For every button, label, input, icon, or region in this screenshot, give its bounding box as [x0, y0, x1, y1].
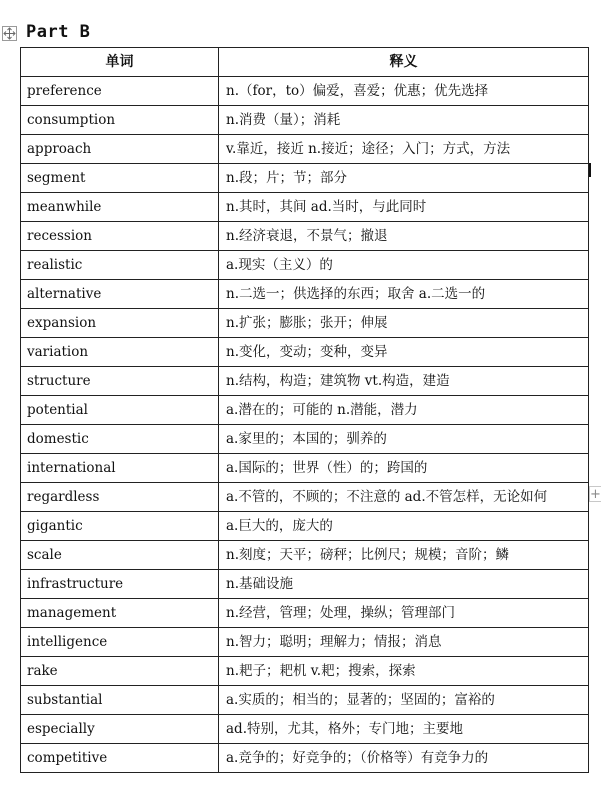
definition-cell[interactable]: a.国际的；世界（性）的；跨国的	[219, 454, 589, 483]
word-cell[interactable]: structure	[21, 367, 219, 396]
definition-cell[interactable]: v.靠近，接近 n.接近；途径；入门；方式，方法	[219, 135, 589, 164]
table-row	[21, 657, 589, 686]
header-definition: 释义	[219, 48, 589, 77]
word-cell[interactable]: regardless	[21, 483, 219, 512]
definition-cell[interactable]: a.实质的；相当的；显著的；坚固的；富裕的	[219, 686, 589, 715]
table-row	[21, 715, 589, 744]
table-row	[21, 135, 589, 164]
table-body	[21, 77, 589, 773]
word-cell[interactable]: management	[21, 599, 219, 628]
table-row	[21, 396, 589, 425]
table-row	[21, 106, 589, 135]
definition-cell[interactable]: n.消费（量）；消耗	[219, 106, 589, 135]
word-cell[interactable]: variation	[21, 338, 219, 367]
definition-cell[interactable]: a.现实（主义）的	[219, 251, 589, 280]
definition-cell[interactable]: a.竞争的；好竞争的；（价格等）有竞争力的	[219, 744, 589, 773]
word-cell[interactable]: expansion	[21, 309, 219, 338]
table-row	[21, 744, 589, 773]
word-cell[interactable]: rake	[21, 657, 219, 686]
word-cell[interactable]: preference	[21, 77, 219, 106]
table-row	[21, 193, 589, 222]
definition-cell[interactable]: n.智力；聪明；理解力；情报；消息	[219, 628, 589, 657]
header-word: 单词	[21, 48, 219, 77]
definition-cell[interactable]: a.家里的；本国的；驯养的	[219, 425, 589, 454]
definition-cell[interactable]: n.扩张；膨胀；张开；伸展	[219, 309, 589, 338]
word-cell[interactable]: meanwhile	[21, 193, 219, 222]
table-row	[21, 483, 589, 512]
word-cell[interactable]: especially	[21, 715, 219, 744]
word-cell[interactable]: alternative	[21, 280, 219, 309]
word-cell[interactable]: infrastructure	[21, 570, 219, 599]
table-row	[21, 222, 589, 251]
definition-cell[interactable]: n.其时，其间 ad.当时，与此同时	[219, 193, 589, 222]
word-cell[interactable]: consumption	[21, 106, 219, 135]
word-cell[interactable]: realistic	[21, 251, 219, 280]
table-row	[21, 512, 589, 541]
table-row	[21, 541, 589, 570]
table-move-handle-icon[interactable]	[2, 26, 17, 41]
definition-cell[interactable]: n.二选一；供选择的东西；取舍 a.二选一的	[219, 280, 589, 309]
definition-cell[interactable]: n.变化，变动；变种，变异	[219, 338, 589, 367]
table-row	[21, 77, 589, 106]
definition-cell[interactable]: n.刻度；天平；磅秤；比例尺；规模；音阶；鳞	[219, 541, 589, 570]
table-row	[21, 367, 589, 396]
table-row	[21, 454, 589, 483]
table-row	[21, 686, 589, 715]
word-cell[interactable]: domestic	[21, 425, 219, 454]
definition-cell[interactable]: a.潜在的；可能的 n.潜能，潜力	[219, 396, 589, 425]
table-row	[21, 164, 589, 193]
definition-cell[interactable]: n.经济衰退，不景气；撤退	[219, 222, 589, 251]
table-row	[21, 599, 589, 628]
word-cell[interactable]: segment	[21, 164, 219, 193]
word-cell[interactable]: gigantic	[21, 512, 219, 541]
table-row	[21, 628, 589, 657]
table-row	[21, 570, 589, 599]
definition-cell[interactable]: n.结构，构造；建筑物 vt.构造，建造	[219, 367, 589, 396]
row-end-marker	[589, 163, 591, 177]
table-header-row	[21, 48, 589, 77]
plus-icon: +	[590, 487, 601, 502]
word-cell[interactable]: scale	[21, 541, 219, 570]
definition-cell[interactable]: n.（for，to）偏爱，喜爱；优惠；优先选择	[219, 77, 589, 106]
definition-cell[interactable]: a.不管的，不顾的；不注意的 ad.不管怎样，无论如何	[219, 483, 589, 512]
definition-cell[interactable]: ad.特别，尤其，格外；专门地；主要地	[219, 715, 589, 744]
vocabulary-table	[20, 47, 589, 773]
definition-cell[interactable]: n.基础设施	[219, 570, 589, 599]
definition-cell[interactable]: a.巨大的，庞大的	[219, 512, 589, 541]
table-row	[21, 338, 589, 367]
definition-cell[interactable]: n.经营，管理；处理，操纵；管理部门	[219, 599, 589, 628]
word-cell[interactable]: approach	[21, 135, 219, 164]
word-cell[interactable]: competitive	[21, 744, 219, 773]
table-row	[21, 280, 589, 309]
table-row	[21, 425, 589, 454]
table-row	[21, 251, 589, 280]
word-cell[interactable]: potential	[21, 396, 219, 425]
table-row	[21, 309, 589, 338]
word-cell[interactable]: substantial	[21, 686, 219, 715]
section-title: Part B	[26, 22, 91, 42]
word-cell[interactable]: international	[21, 454, 219, 483]
add-row-button[interactable]	[589, 486, 601, 502]
definition-cell[interactable]: n.耙子；耙机 v.耙；搜索，探索	[219, 657, 589, 686]
definition-cell[interactable]: n.段；片；节；部分	[219, 164, 589, 193]
word-cell[interactable]: intelligence	[21, 628, 219, 657]
word-cell[interactable]: recession	[21, 222, 219, 251]
